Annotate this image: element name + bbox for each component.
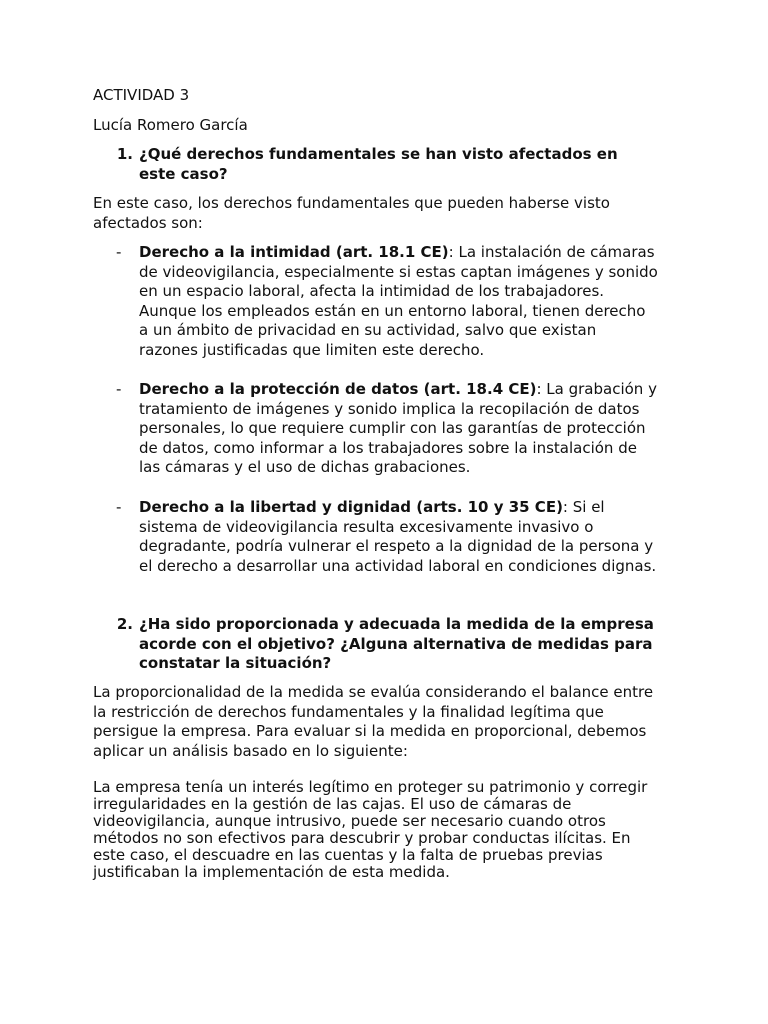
bullet-line: razones justificadas que limiten este derecho. [139,340,485,359]
paragraph-line: videovigilancia, aunque intrusivo, puede ser necesario cuando otros [93,812,606,830]
bullet-line: sistema de videovigilancia resulta excesivamente invasivo o [139,517,594,536]
bullet-line: las cámaras y el uso de dichas grabaciones. [139,458,471,476]
proportionality-paragraph [93,683,683,761]
bullet-1-text: : La instalación de cámaras [448,243,655,261]
paragraph-line: justificaban la implementación de esta medida. [93,863,450,881]
bullet-3-dash: - [116,498,122,516]
paragraph-line: métodos no son efectivos para descubrir y probar conductas ilícitas. En [93,829,631,847]
bullet-1-title: Derecho a la intimidad (art. 18.1 CE) [139,243,449,261]
question-2-line: acorde con el objetivo? ¿Alguna alternativa de medidas para [139,634,653,653]
bullet-2-proteccion-datos [139,380,684,478]
intro-line: En este caso, los derechos fundamentales que pueden haberse visto [93,194,610,212]
paragraph-line: aplicar un análisis basado en lo siguiente: [93,741,408,760]
bullet-1-dash: - [116,243,122,261]
legitimate-interest-paragraph [93,779,683,881]
activity-title: ACTIVIDAD 3 [93,86,190,104]
author-name: Lucía Romero García [93,116,248,134]
bullet-3-libertad-dignidad [139,498,684,576]
bullet-line: en un espacio laboral, afecta la intimidad de los trabajadores. [139,282,605,300]
question-1-heading [139,145,699,184]
paragraph-line: La proporcionalidad de la medida se evalúa considerando el balance entre [93,683,654,701]
question-2-line: constatar la situación? [139,654,332,672]
question-2-heading [139,615,699,674]
bullet-1-intimidad [139,243,684,360]
bullet-3-title: Derecho a la libertad y dignidad (arts. 10 y 35 CE) [139,498,563,516]
paragraph-line: La empresa tenía un interés legítimo en proteger su patrimonio y corregir [93,778,648,796]
intro-line: afectados son: [93,213,203,232]
question-1-line: este caso? [139,164,228,183]
bullet-line [139,243,684,263]
bullet-line: el derecho a desarrollar una actividad laboral en condiciones dignas. [139,556,657,575]
bullet-3-text: : Si el [562,498,605,516]
question-1-number: 1. [116,145,133,163]
paragraph-line: irregularidades en la gestión de las cajas. El uso de cámaras de [93,795,572,813]
bullet-line: de videovigilancia, especialmente si estas captan imágenes y sonido [139,262,658,281]
intro-paragraph [93,194,683,233]
bullet-2-text: : La grabación y [536,380,657,398]
bullet-line [139,498,684,518]
bullet-line: personales, lo que requiere cumplir con las garantías de protección [139,419,646,437]
paragraph-line: la restricción de derechos fundamentales y la finalidad legítima que [93,702,604,721]
bullet-line: Aunque los empleados están en un entorno laboral, tienen derecho [139,301,646,320]
bullet-line: de datos, como informar a los trabajadores sobre la instalación de [139,438,637,457]
question-2-number: 2. [116,615,133,633]
bullet-line: degradante, podría vulnerar el respeto a la dignidad de la persona y [139,537,654,555]
paragraph-line: este caso, el descuadre en las cuentas y la falta de pruebas previas [93,846,603,864]
question-1-line: ¿Qué derechos fundamentales se han visto afectados en [139,145,618,163]
bullet-line [139,380,684,400]
bullet-2-dash: - [116,380,122,398]
paragraph-line: persigue la empresa. Para evaluar si la medida en proporcional, debemos [93,722,647,740]
bullet-2-title: Derecho a la protección de datos (art. 18.4 CE) [139,380,537,398]
bullet-line: tratamiento de imágenes y sonido implica la recopilación de datos [139,399,640,418]
question-2-line: ¿Ha sido proporcionada y adecuada la medida de la empresa [139,615,654,633]
bullet-line: a un ámbito de privacidad en su actividad, salvo que existan [139,321,597,339]
